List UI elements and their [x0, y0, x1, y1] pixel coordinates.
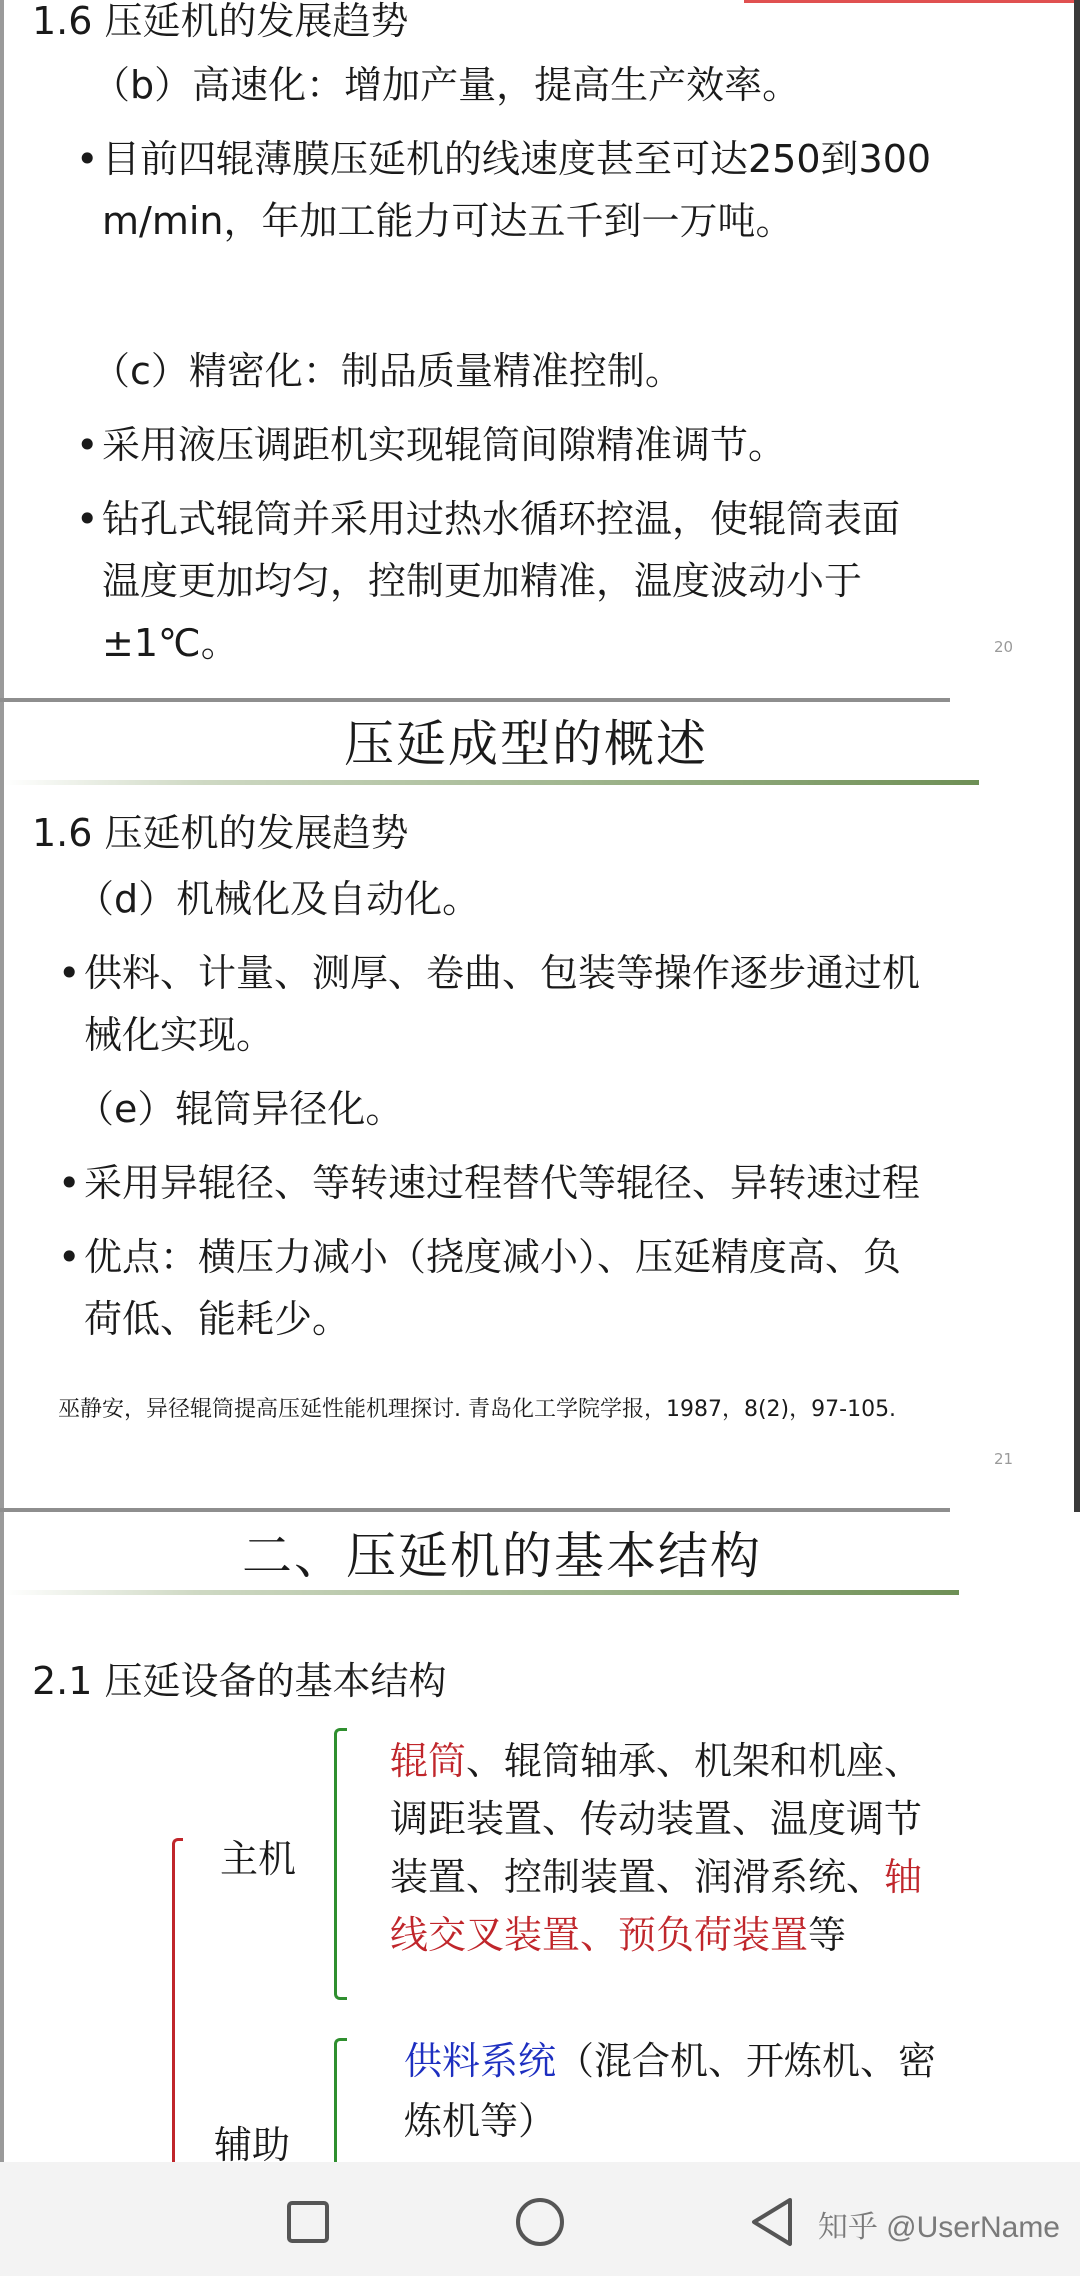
aux-line-2: 炼机等） — [404, 2099, 557, 2143]
section-heading: 2.1 压延设备的基本结构 — [32, 1659, 447, 1703]
subheading-e: （e）辊筒异径化。 — [76, 1087, 404, 1131]
bullet-line: • 钻孔式辊筒并采用过热水循环控温，使辊筒表面 — [102, 494, 900, 544]
slide-22 — [0, 1512, 1080, 2162]
aux-brace — [334, 2038, 347, 2162]
page-number: 20 — [994, 638, 1014, 656]
title-underline — [4, 780, 979, 785]
slide-title: 二、压延机的基本结构 — [242, 1527, 762, 1585]
watermark: 知乎 @UserName — [817, 2211, 1060, 2244]
aux-line-1: 供料系统（混合机、开炼机、密 — [404, 2039, 937, 2083]
highlight-roller: 辊筒 — [390, 1739, 467, 1783]
title-underline — [4, 1590, 959, 1595]
subheading-b: （b）高速化：增加产量，提高生产效率。 — [92, 63, 801, 107]
main-line-1: 辊筒、辊筒轴承、机架和机座、 — [390, 1739, 923, 1783]
aux-label: 辅助 — [214, 2123, 291, 2162]
bullet-line: • 目前四辊薄膜压延机的线速度甚至可达250到300 — [102, 134, 931, 184]
reference-citation: 巫静安，异径辊筒提高压延性能机理探讨. 青岛化工学院学报，1987，8(2)，97-105. — [58, 1397, 897, 1422]
main-line-4: 线交叉装置、预负荷装置等 — [390, 1913, 847, 1957]
bullet-line-cont: 温度更加均匀，控制更加精准，温度波动小于 — [102, 559, 863, 603]
bullet-line: • 供料、计量、测厚、卷曲、包装等操作逐步通过机 — [84, 948, 920, 998]
slide-title: 压延成型的概述 — [344, 715, 708, 773]
main-brace — [334, 1728, 347, 2000]
bullet-line-cont: 械化实现。 — [84, 1013, 275, 1057]
highlight-axis: 轴 — [884, 1855, 923, 1899]
main-machine-label: 主机 — [220, 1837, 297, 1881]
bullet-line: • 采用液压调距机实现辊筒间隙精准调节。 — [102, 420, 786, 470]
bullet-line-cont: 荷低、能耗少。 — [84, 1297, 351, 1341]
square-icon[interactable] — [282, 2196, 334, 2248]
page-number: 21 — [994, 1450, 1014, 1468]
circle-icon[interactable] — [514, 2196, 566, 2248]
bullet-line: • 优点：横压力减小（挠度减小）、压延精度高、负 — [84, 1232, 901, 1282]
highlight-feed-system: 供料系统 — [404, 2039, 557, 2083]
navigation-bar — [0, 2162, 1080, 2276]
top-red-line — [744, 0, 1074, 3]
subheading-c: （c）精密化：制品质量精准控制。 — [92, 349, 683, 393]
back-triangle-icon[interactable] — [746, 2196, 798, 2248]
highlight-devices: 线交叉装置、预负荷装置 — [390, 1913, 809, 1957]
bullet-line-cont: ±1℃。 — [102, 621, 239, 665]
subheading-d: （d）机械化及自动化。 — [76, 877, 481, 921]
main-line-3: 装置、控制装置、润滑系统、轴 — [390, 1855, 923, 1899]
bullet-line-cont: m/min，年加工能力可达五千到一万吨。 — [102, 199, 794, 243]
bullet-line: • 采用异辊径、等转速过程替代等辊径、异转速过程 — [84, 1158, 920, 1208]
outer-brace — [172, 1838, 183, 2162]
section-heading: 1.6 压延机的发展趋势 — [32, 811, 409, 855]
section-heading: 1.6 压延机的发展趋势 — [32, 0, 409, 43]
slide-20 — [0, 0, 1074, 702]
main-line-2: 调距装置、传动装置、温度调节 — [390, 1797, 923, 1841]
slide-21 — [0, 702, 1074, 1512]
